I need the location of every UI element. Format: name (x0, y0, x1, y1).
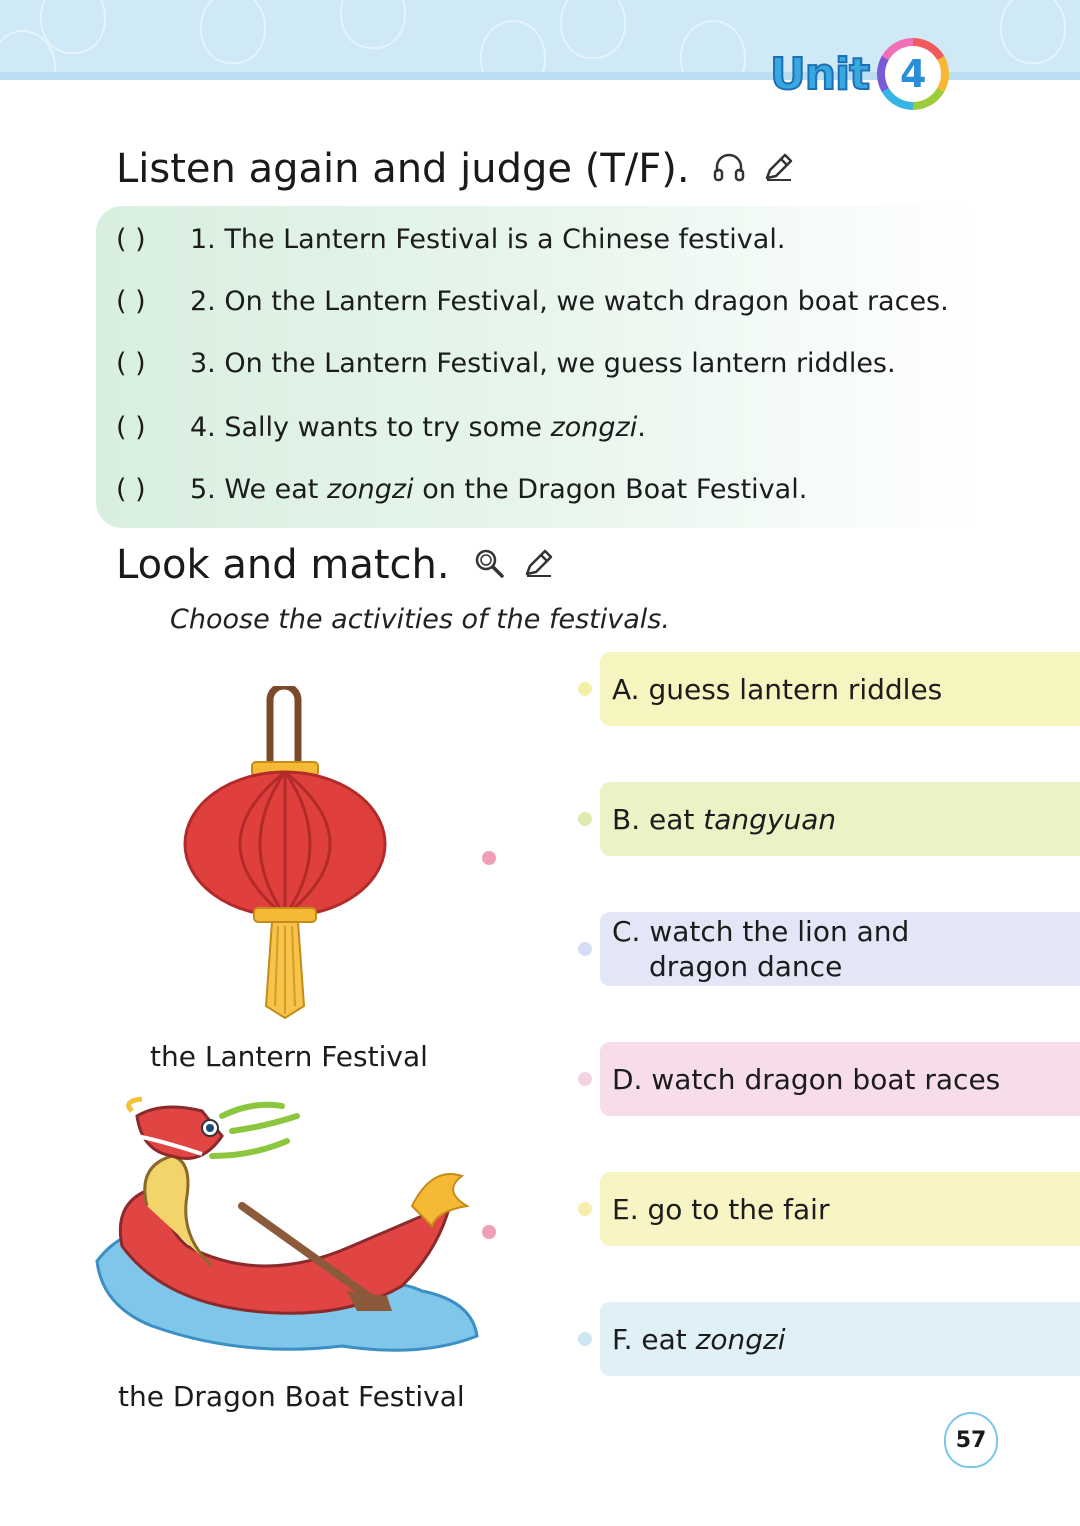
unit-word: Unit (770, 48, 870, 100)
answer-blank[interactable]: ( ) (116, 224, 146, 255)
answer-blank[interactable]: ( ) (116, 412, 146, 443)
option-b-label (612, 802, 836, 837)
match-dot-c[interactable] (578, 942, 592, 956)
heading-text: Look and match. (116, 542, 450, 588)
strawberry-pattern-icon (560, 0, 626, 59)
match-dot-dragon-boat[interactable] (482, 1225, 496, 1239)
item-italic: zongzi (326, 474, 414, 505)
judge-item-1 (116, 224, 785, 255)
match-dot-e[interactable] (578, 1202, 592, 1216)
strawberry-pattern-icon (200, 0, 266, 64)
heading-text: Listen again and judge (T/F). (116, 146, 690, 192)
magnifier-icon (472, 544, 506, 590)
option-b[interactable] (600, 782, 1080, 856)
judge-item-2 (116, 286, 949, 317)
strawberry-pattern-icon (480, 20, 546, 72)
unit-number-badge (877, 38, 949, 110)
option-a-label: A. guess lantern riddles (612, 672, 943, 706)
strawberry-pattern-icon (1000, 0, 1066, 64)
option-d[interactable] (600, 1042, 1080, 1116)
match-dot-b[interactable] (578, 812, 592, 826)
item-text-end: . (637, 412, 646, 443)
pencil-icon (521, 544, 555, 590)
option-c-line2: dragon dance (649, 950, 843, 983)
strawberry-pattern-icon (340, 0, 406, 49)
option-f[interactable] (600, 1302, 1080, 1376)
option-f-text: F. eat (612, 1322, 696, 1356)
item-text: 3. On the Lantern Festival, we guess lantern riddles. (190, 348, 896, 379)
pencil-icon (761, 148, 795, 194)
section-heading-listen (116, 146, 795, 194)
option-d-label: D. watch dragon boat races (612, 1062, 1001, 1096)
answer-blank[interactable]: ( ) (116, 348, 146, 379)
item-text: 4. Sally wants to try some (190, 412, 551, 443)
option-b-text: B. eat (612, 802, 704, 836)
festival-label-lantern: the Lantern Festival (150, 1040, 428, 1073)
option-c-line1: C. watch the lion and (612, 915, 910, 948)
item-italic: zongzi (550, 412, 638, 443)
strawberry-pattern-icon (680, 20, 746, 72)
option-f-label (612, 1322, 786, 1357)
judge-item-4 (116, 412, 646, 443)
judge-item-5 (116, 474, 807, 505)
headphones-icon (712, 148, 746, 194)
item-text: 5. We eat (190, 474, 327, 505)
unit-badge (770, 34, 949, 114)
match-dot-a[interactable] (578, 682, 592, 696)
option-f-italic: zongzi (695, 1322, 786, 1356)
item-text: 2. On the Lantern Festival, we watch dragon boat races. (190, 286, 949, 317)
match-dot-d[interactable] (578, 1072, 592, 1086)
festival-label-dragon-boat: the Dragon Boat Festival (118, 1380, 465, 1413)
option-a[interactable] (600, 652, 1080, 726)
page-number: 57 (944, 1412, 998, 1468)
option-c[interactable] (600, 912, 1080, 986)
option-e-label: E. go to the fair (612, 1192, 830, 1226)
answer-blank[interactable]: ( ) (116, 474, 146, 505)
match-dot-lantern[interactable] (482, 851, 496, 865)
unit-number: 4 (899, 52, 927, 96)
match-dot-f[interactable] (578, 1332, 592, 1346)
option-b-italic: tangyuan (703, 802, 837, 836)
answer-blank[interactable]: ( ) (116, 286, 146, 317)
red-lantern-image (180, 686, 390, 1030)
option-c-label (612, 914, 909, 984)
item-text-end: on the Dragon Boat Festival. (413, 474, 808, 505)
strawberry-pattern-icon (40, 0, 106, 54)
section-heading-match (116, 542, 555, 590)
judge-item-3 (116, 348, 896, 379)
option-e[interactable] (600, 1172, 1080, 1246)
item-text: 1. The Lantern Festival is a Chinese festival. (190, 224, 786, 255)
instruction-text: Choose the activities of the festivals. (170, 604, 670, 635)
dragon-boat-image (92, 1096, 482, 1370)
